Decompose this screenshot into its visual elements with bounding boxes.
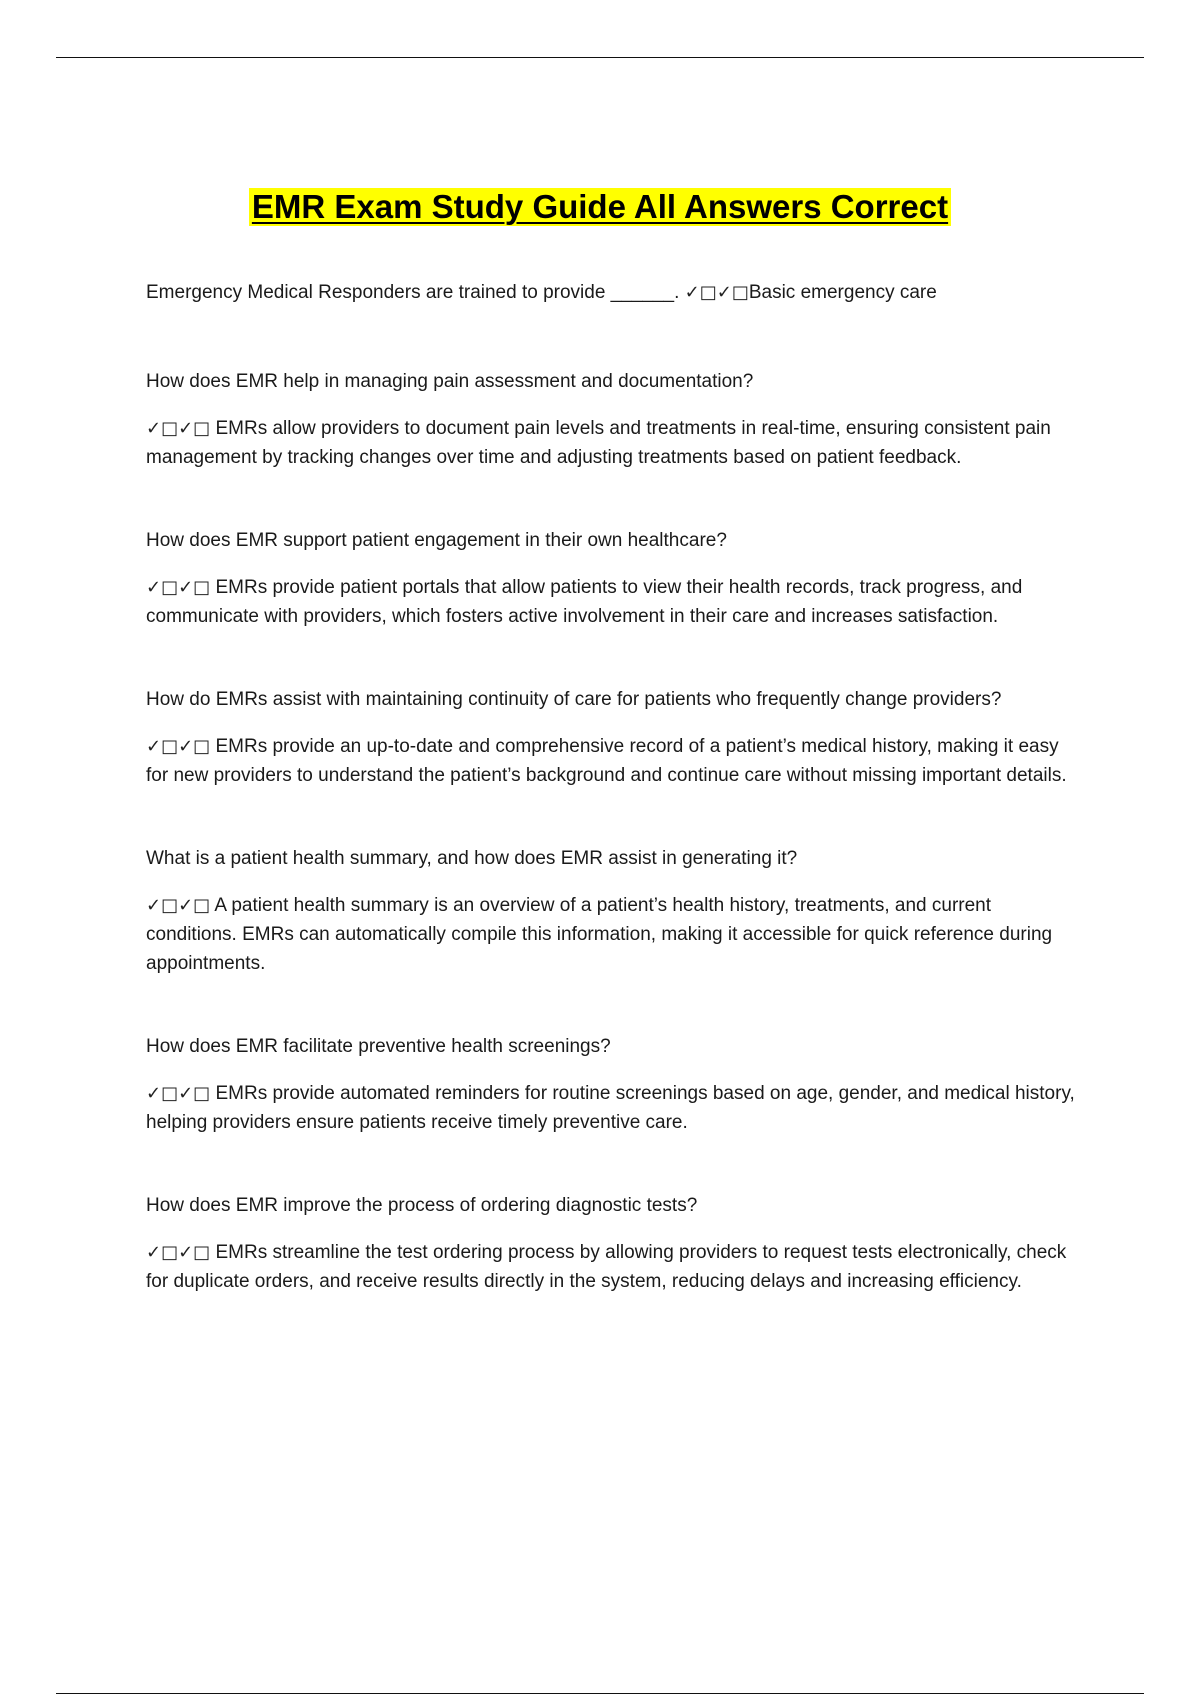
qa-item-4 [146, 844, 1086, 978]
answer-text [146, 732, 1086, 790]
question-text: How does EMR support patient engagement in their own healthcare? [146, 530, 727, 551]
answer-text [146, 891, 1086, 978]
qa-item-5 [146, 1032, 1086, 1137]
question-text: How does EMR improve the process of ordering diagnostic tests? [146, 1195, 698, 1216]
answer-text [146, 1238, 1086, 1296]
question-text: How does EMR facilitate preventive health screenings? [146, 1036, 611, 1057]
answer-body: EMRs allow providers to document pain levels and treatments in real-time, ensuring consistent pain management by tracking changes over time and adjusting treatments based on patient feedback. [146, 418, 1051, 468]
intro-text: Emergency Medical Responders are trained to provide ______. [146, 282, 680, 303]
qa-item-2 [146, 526, 1086, 631]
answer-body: EMRs provide patient portals that allow patients to view their health records, track progress, and communicate with providers, which fosters active involvement in their care and increases satisfaction. [146, 577, 1023, 627]
answer-text [146, 414, 1086, 472]
answer-body: EMRs streamline the test ordering process by allowing providers to request tests electronically, check for duplicate orders, and receive results directly in the system, reducing delays and increasing efficiency. [146, 1242, 1067, 1292]
question-text: How does EMR help in managing pain assessment and documentation? [146, 371, 754, 392]
top-rule [56, 57, 1144, 58]
question-text: What is a patient health summary, and how does EMR assist in generating it? [146, 848, 798, 869]
document-body [146, 278, 1086, 1350]
intro-line [146, 278, 1086, 307]
answer-check-icon: ✓□✓□ [146, 895, 211, 916]
qa-item-1 [146, 367, 1086, 472]
answer-check-icon: ✓□✓□ [146, 1242, 211, 1263]
qa-item-3 [146, 685, 1086, 790]
answer-check-icon: ✓□✓□ [146, 577, 211, 598]
bottom-rule [56, 1693, 1144, 1694]
answer-body: A patient health summary is an overview of a patient’s health history, treatments, and current conditions. EMRs can automatically compile this information, making it accessible for quick reference during appointments. [146, 895, 1053, 974]
document-title: EMR Exam Study Guide All Answers Correct [249, 188, 951, 226]
answer-check-icon: ✓□✓□ [146, 736, 211, 757]
answer-body: EMRs provide an up-to-date and comprehensive record of a patient’s medical history, making it easy for new providers to understand the patient’s background and continue care without missing important details. [146, 736, 1067, 786]
answer-body: EMRs provide automated reminders for routine screenings based on age, gender, and medical history, helping providers ensure patients receive timely preventive care. [146, 1083, 1075, 1133]
answer-text [146, 1079, 1086, 1137]
qa-item-6 [146, 1191, 1086, 1296]
answer-check-icon: ✓□✓□ [146, 1083, 211, 1104]
answer-text [146, 573, 1086, 631]
question-text: How do EMRs assist with maintaining continuity of care for patients who frequently change providers? [146, 689, 1002, 710]
title-container [0, 188, 1200, 226]
answer-check-icon: ✓□✓□ [684, 282, 749, 303]
intro-answer: Basic emergency care [748, 282, 937, 303]
answer-check-icon: ✓□✓□ [146, 418, 211, 439]
